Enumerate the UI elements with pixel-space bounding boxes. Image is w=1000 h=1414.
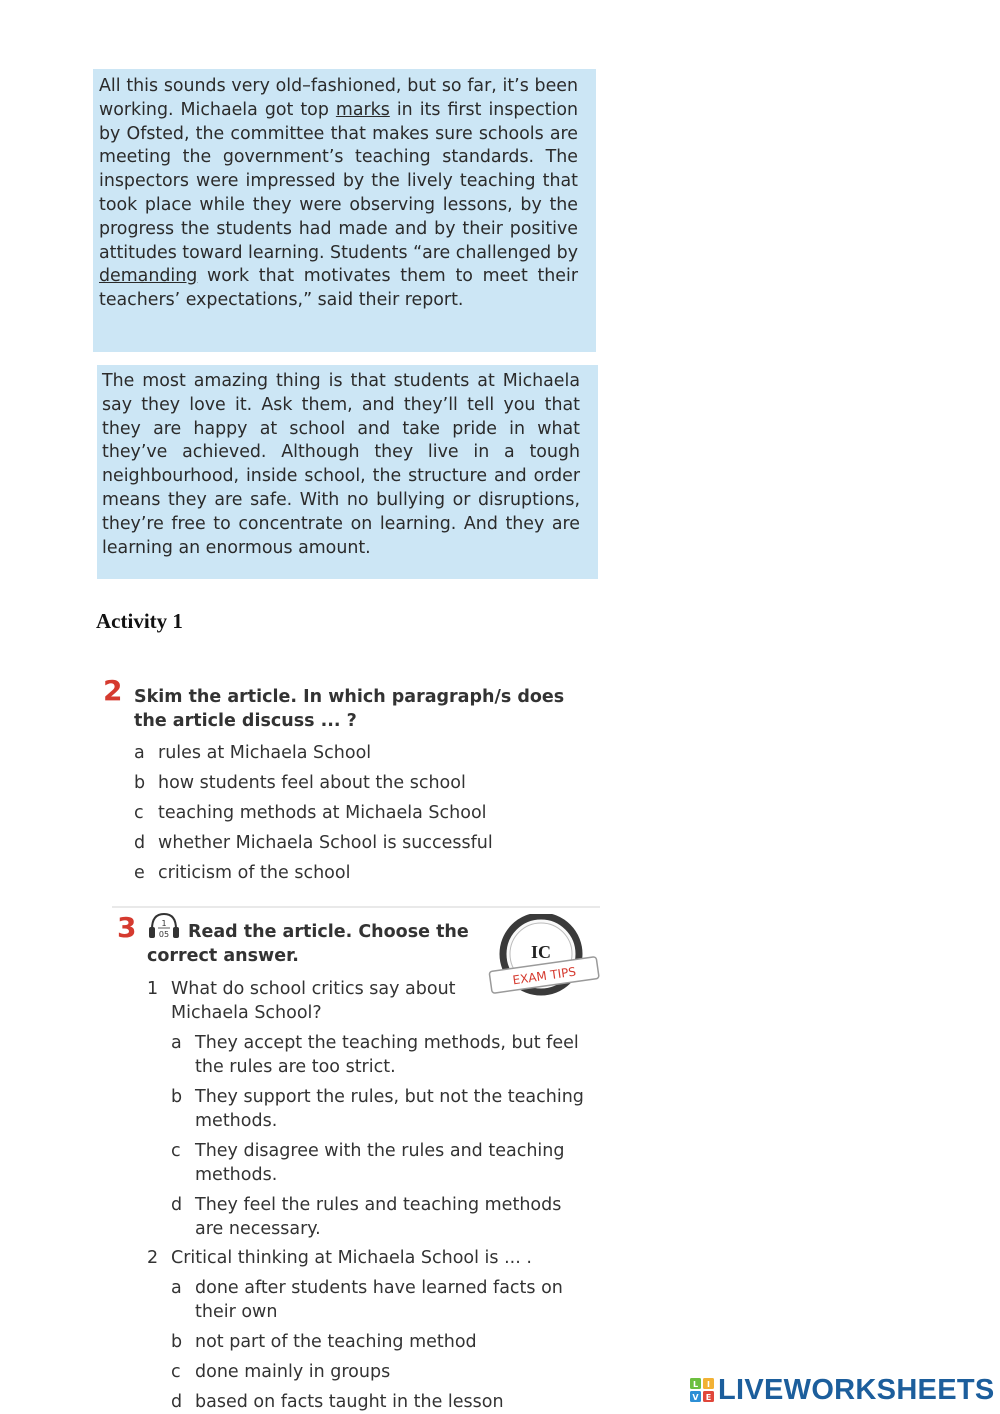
exercise-3-number: 3 — [117, 911, 137, 944]
exercise-2-option-e — [134, 861, 350, 885]
option-letter: c — [171, 1141, 181, 1161]
para1-text-1: All this sounds very old–fashioned, but so far, it’s been working. Michaela got top — [99, 76, 578, 120]
liveworksheets-logo-text: LIVEWORKSHEETS — [718, 1373, 995, 1406]
question-2 — [147, 1246, 587, 1270]
option-line-2: methods. — [195, 1111, 278, 1131]
option-text: rules at Michaela School — [158, 743, 372, 763]
exercise-2-option-b — [134, 771, 466, 795]
option-letter: c — [134, 803, 144, 823]
vocab-demanding: demanding — [99, 266, 198, 287]
para1-text-3: work that motivates them to meet their teachers’ expectations,” said their report. — [99, 266, 578, 311]
option-text: teaching methods at Michaela School — [158, 803, 487, 823]
option-letter: d — [134, 833, 146, 853]
option-text: how students feel about the school — [158, 773, 466, 793]
option-letter: d — [171, 1195, 183, 1215]
option-line-1: They support the rules, but not the teaching — [195, 1087, 584, 1107]
question-1-option-c — [171, 1139, 600, 1187]
para1-text-2: in its first inspection by Ofsted, the committee that makes sure schools are meeting the government’s teaching standards. The inspectors were impressed by the lively teaching that took place while they were observing lessons, by the progress the students had made and by their positive attitudes toward learning. Students “are challenged by — [99, 99, 579, 263]
question-1-option-d — [171, 1193, 600, 1241]
exam-tips-badge — [486, 914, 600, 998]
question-2-option-c — [171, 1360, 600, 1384]
option-letter: e — [134, 863, 145, 883]
option-text: whether Michaela School is successful — [158, 833, 493, 853]
article-paragraph-2: The most amazing thing is that students at Michaela say they love it. Ask them, and they’ll tell you that they are happy at school and take pride in what they’ve achieved. Although they live in a tough neighbourhood, inside school, the structure and order means they are safe. With no bullying or disruptions, they’re free to concentrate on learning. And they are learning an enormous amount. — [102, 371, 580, 558]
logo-grid-letter: V — [692, 1393, 699, 1402]
liveworksheets-logo[interactable] — [690, 1374, 995, 1406]
audio-track-bottom: 05 — [158, 930, 170, 939]
badge-label: EXAM TIPS — [511, 964, 577, 988]
option-line-1: They accept the teaching methods, but feel — [195, 1033, 579, 1053]
question-1-option-b — [171, 1085, 600, 1133]
option-letter: d — [171, 1392, 183, 1412]
option-line-1: based on facts taught in the lesson — [195, 1392, 504, 1412]
audio-track-top: 1 — [161, 919, 167, 928]
exercise-2-title-line-1: Skim the article. In which paragraph/s does — [134, 687, 565, 707]
exercise-3-title-line-2: correct answer. — [147, 946, 299, 966]
exercise-2-option-a — [134, 741, 371, 765]
exercise-3-divider — [112, 906, 600, 908]
question-number: 2 — [147, 1248, 159, 1268]
exercise-2-option-d — [134, 831, 493, 855]
exercise-2-option-c — [134, 801, 487, 825]
option-line-1: They feel the rules and teaching methods — [195, 1195, 562, 1215]
exercise-2-title — [134, 685, 564, 733]
question-2-option-b — [171, 1330, 600, 1354]
activity-heading: Activity 1 — [96, 609, 183, 633]
exercise-2-title-line-2: the article discuss ... ? — [134, 711, 357, 731]
option-line-2: the rules are too strict. — [195, 1057, 396, 1077]
option-line-2: their own — [195, 1302, 278, 1322]
option-letter: c — [171, 1362, 181, 1382]
exercise-2-number: 2 — [103, 674, 123, 707]
logo-grid-letter: L — [692, 1380, 699, 1389]
question-text: Critical thinking at Michaela School is ... . — [171, 1248, 532, 1268]
option-text: criticism of the school — [158, 863, 351, 883]
option-letter: a — [171, 1278, 182, 1298]
option-letter: a — [171, 1033, 182, 1053]
question-1 — [147, 977, 477, 1025]
option-line-1: not part of the teaching method — [195, 1332, 477, 1352]
option-letter: b — [134, 773, 146, 793]
option-line-1: done after students have learned facts on — [195, 1278, 563, 1298]
exercise-3-title-line-1: Read the article. Choose the — [188, 922, 469, 942]
question-1-option-a — [171, 1031, 600, 1079]
logo-grid-letter: E — [705, 1393, 712, 1402]
option-line-1: done mainly in groups — [195, 1362, 391, 1382]
option-line-1: They disagree with the rules and teaching — [195, 1141, 565, 1161]
question-2-option-a — [171, 1276, 600, 1324]
option-line-2: methods. — [195, 1165, 278, 1185]
option-line-2: are necessary. — [195, 1219, 321, 1239]
vocab-marks: marks — [335, 99, 390, 120]
option-letter: b — [171, 1332, 183, 1352]
option-letter: a — [134, 743, 145, 763]
logo-grid-letter: I — [707, 1380, 710, 1389]
question-text: What do school critics say about Michaela School? — [171, 979, 456, 1023]
question-2-option-d — [171, 1390, 600, 1414]
option-letter: b — [171, 1087, 183, 1107]
question-number: 1 — [147, 979, 159, 999]
badge-logo: IC — [530, 942, 552, 962]
liveworksheets-grid-icon — [690, 1378, 714, 1402]
headphones-icon[interactable] — [145, 910, 183, 940]
